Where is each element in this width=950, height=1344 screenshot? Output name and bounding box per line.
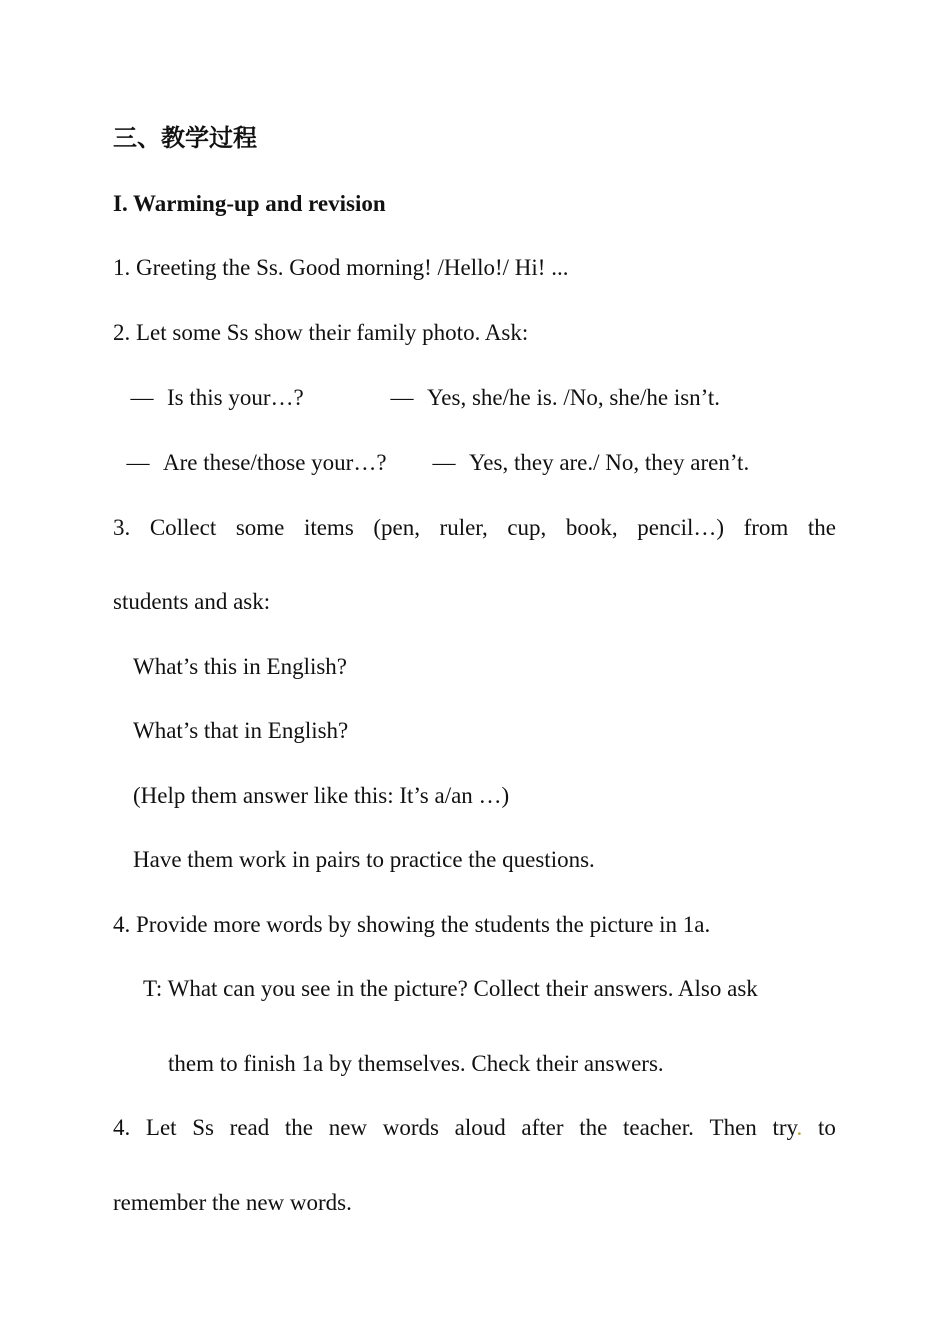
- dialog-question-1: [129, 383, 304, 413]
- word: 3.: [113, 515, 131, 540]
- word: Let: [145, 1115, 177, 1140]
- step-4b-line-2: remember the new words.: [113, 1190, 352, 1215]
- step-2-family-photo: 2. Let some Ss show their family photo. Ask:: [113, 320, 529, 345]
- step-1-greeting: 1. Greeting the Ss. Good morning! /Hello!/ Hi! ...: [113, 255, 569, 280]
- dialog-answer-1: [389, 383, 720, 413]
- word: 4.: [113, 1115, 131, 1140]
- highlight-mark: .: [796, 1115, 803, 1140]
- subheading: I. Warming-up and revision: [113, 191, 386, 216]
- dialog-question-2: [125, 448, 387, 478]
- word: from: [743, 515, 789, 540]
- step-4-teacher-line-1: T: What can you see in the picture? Collect their answers. Also ask: [143, 976, 758, 1001]
- dialog-question-1-text: Is this your…?: [167, 385, 304, 410]
- word: some: [235, 515, 285, 540]
- dialog-question-2-text: Are these/those your…?: [163, 450, 387, 475]
- step-3-question-that: What’s that in English?: [133, 718, 349, 743]
- word: the: [579, 1115, 608, 1140]
- step-3-line-1: [113, 513, 836, 543]
- word: teacher.: [622, 1115, 694, 1140]
- word: to: [817, 1115, 836, 1140]
- dash-mark: —: [130, 385, 154, 410]
- word: Then: [709, 1115, 757, 1140]
- word: the: [807, 515, 836, 540]
- word: Ss: [192, 1115, 214, 1140]
- word: read: [229, 1115, 270, 1140]
- step-3-hint: (Help them answer like this: It’s a/an …): [133, 783, 510, 808]
- dash-mark: —: [432, 450, 456, 475]
- word: new: [328, 1115, 368, 1140]
- step-4-teacher-line-2: them to finish 1a by themselves. Check their answers.: [168, 1051, 664, 1076]
- word: cup,: [507, 515, 547, 540]
- word: ruler,: [439, 515, 488, 540]
- section-heading: 三、教学过程: [113, 124, 257, 152]
- word: book,: [565, 515, 618, 540]
- dialog-answer-2-text: Yes, they are./ No, they aren’t.: [469, 450, 750, 475]
- word: words: [382, 1115, 439, 1140]
- step-3-line-2: students and ask:: [113, 589, 271, 614]
- word-try: try.: [772, 1115, 803, 1140]
- word: Collect: [149, 515, 217, 540]
- word: aloud: [454, 1115, 506, 1140]
- word: after: [521, 1115, 564, 1140]
- step-4-provide-words: 4. Provide more words by showing the students the picture in 1a.: [113, 912, 711, 937]
- step-3-question-this: What’s this in English?: [133, 654, 348, 679]
- dash-mark: —: [390, 385, 414, 410]
- word: pencil…): [637, 515, 725, 540]
- word: the: [284, 1115, 314, 1140]
- dialog-answer-2: [431, 448, 749, 478]
- word: items: [303, 515, 354, 540]
- dash-mark: —: [126, 450, 150, 475]
- word: (pen,: [373, 515, 420, 540]
- step-3-pair-work: Have them work in pairs to practice the questions.: [133, 847, 595, 872]
- dialog-answer-1-text: Yes, she/he is. /No, she/he isn’t.: [427, 385, 721, 410]
- step-4b-line-1: [113, 1113, 836, 1143]
